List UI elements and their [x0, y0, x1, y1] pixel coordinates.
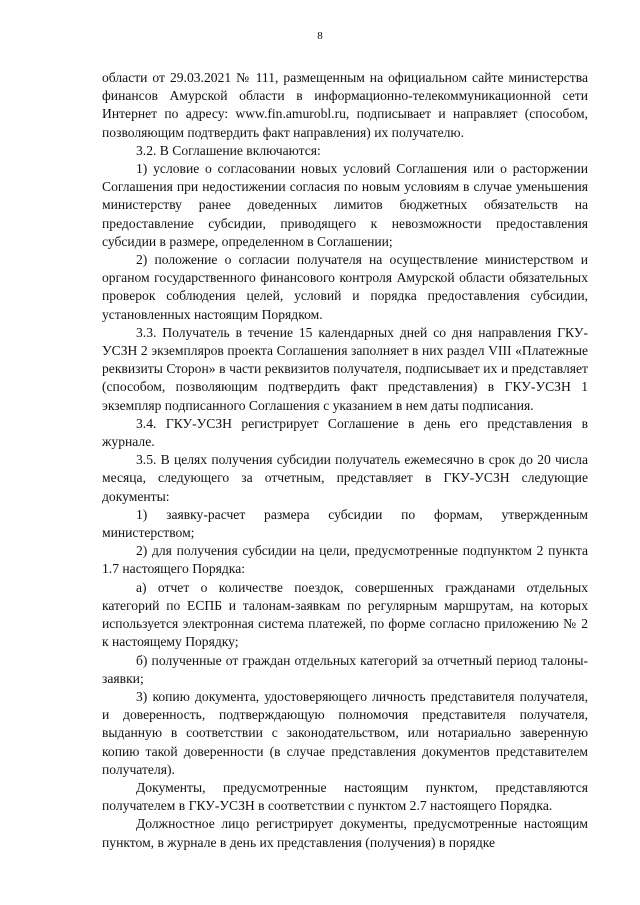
- paragraph: Должностное лицо регистрирует документы, предусмотренные настоящим пунктом, в журнале в день их представления (получения) в порядке: [102, 816, 588, 850]
- paragraph: 3.2. В Соглашение включаются:: [136, 142, 321, 158]
- page-number: 8: [317, 30, 323, 42]
- paragraph: 3.5. В целях получения субсидии получатель ежемесячно в срок до 20 числа месяца, следующего за отчетным, представляет в ГКУ-УСЗН следующие документы:: [102, 452, 588, 504]
- paragraph: б) полученные от граждан отдельных категорий за отчетный период талоны-заявки;: [102, 652, 588, 686]
- paragraph: 3.4. ГКУ-УСЗН регистрирует Соглашение в день его представления в журнале.: [102, 415, 588, 450]
- document-body: [102, 69, 588, 852]
- paragraph: а) отчет о количестве поездок, совершенных гражданами отдельных категорий по ЕСПБ и талонам-заявкам по регулярным маршрутам, на которых используется электронная система платежей, по форме согласно приложению № 2 к настоящему Порядку;: [102, 579, 588, 650]
- paragraph: 1) заявку-расчет размера субсидии по формам, утвержденным министерством;: [102, 506, 588, 541]
- paragraph: 2) для получения субсидии на цели, предусмотренные подпунктом 2 пункта 1.7 настоящего Порядка:: [102, 543, 588, 577]
- paragraph: 2) положение о согласии получателя на осуществление министерством и органом государственного финансового контроля Амурской области обязательных проверок соблюдения целей, условий и порядка предоставления субсидии, установленных настоящим Порядком.: [102, 252, 588, 322]
- paragraph: Документы, предусмотренные настоящим пунктом, представляются получателем в ГКУ-УСЗН в соответствии с пунктом 2.7 настоящего Порядка.: [102, 779, 588, 814]
- paragraph: 1) условие о согласовании новых условий Соглашения или о расторжении Соглашения при недостижении согласия по новым условиям в случае уменьшения министерству ранее доведенных лимитов бюджетных обязательств на предоставление субсидии, приводящего к невозможности предоставления субсидии в размере, определенном в Соглашении;: [102, 161, 588, 249]
- paragraph: 3) копию документа, удостоверяющего личность представителя получателя, и доверенность, подтверждающую полномочия представителя получателя, выданную в соответствии с законодательством, или нотариально заверенную копию такой доверенности (в случае представления документов представителем получателя).: [102, 688, 588, 777]
- paragraph: 3.3. Получатель в течение 15 календарных дней со дня направления ГКУ-УСЗН 2 экземпляров проекта Соглашения заполняет в них раздел VIII «Платежные реквизиты Сторон» в части реквизитов получателя, подписывает их и представляет (способом, позволяющим подтвердить факт представления) в ГКУ-УСЗН 1 экземпляр подписанного Соглашения с указанием в нем даты подписания.: [102, 324, 588, 413]
- paragraph: области от 29.03.2021 № 111, размещенным на официальном сайте министерства финансов Амурской области в информационно-телекоммуникационной сети Интернет по адресу: www.fin.amurobl.ru, подписывает и направляет (способом, позволяющим подтвердить факт направления) их получателю.: [102, 70, 588, 140]
